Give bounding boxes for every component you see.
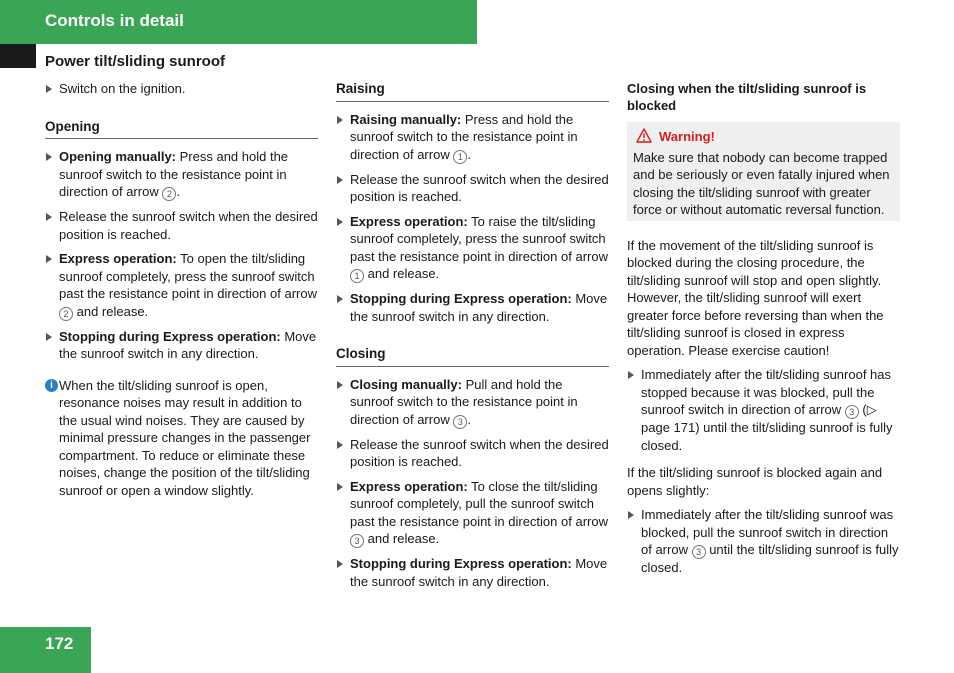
arrow-number-icon: 3 <box>453 415 467 429</box>
bullet-triangle-icon <box>337 441 343 449</box>
bullet-triangle-icon <box>46 85 52 93</box>
arrow-number-icon: 2 <box>59 307 73 321</box>
paragraph: If the movement of the tilt/sliding sunroof is blocked during the closing procedure, the tilt/sliding sunroof will stop and open slightly. However, the tilt/sliding sunroof will exert greater force before reversing than when the tilt/sliding sunroof is closed in express operation. Please exercise caution! <box>627 237 884 358</box>
page-number: 172 <box>45 634 74 653</box>
opening-heading: Opening <box>45 118 318 140</box>
header-title: Controls in detail <box>45 11 184 30</box>
bullet-triangle-icon <box>46 255 52 263</box>
list-item: Express operation: To raise the tilt/sliding sunroof completely, press the sunroof switch past the resistance point in direction of arrow 1 and release. <box>336 213 609 284</box>
arrow-number-icon: 3 <box>845 405 859 419</box>
info-icon: i <box>45 379 58 392</box>
bullet-triangle-icon <box>628 371 634 379</box>
bullet-triangle-icon <box>46 153 52 161</box>
bullet-triangle-icon <box>337 116 343 124</box>
list-item: Immediately after the tilt/sliding sunroof was blocked, pull the sunroof switch in direction of arrow 3 until the tilt/sliding sunroof is fully closed. <box>627 506 900 577</box>
paragraph: If the tilt/sliding sunroof is blocked again and opens slightly: <box>627 465 883 498</box>
list-item: Express operation: To close the tilt/sliding sunroof completely, pull the sunroof switch past the resistance point in direction of arrow 3 and release. <box>336 478 609 549</box>
list-item: Release the sunroof switch when the desired position is reached. <box>336 171 609 206</box>
bullet-triangle-icon <box>628 511 634 519</box>
list-item: Stopping during Express operation: Move the sunroof switch in any direction. <box>336 290 609 325</box>
list-item: Immediately after the tilt/sliding sunroof has stopped because it was blocked, pull the sunroof switch in direction of arrow 3 (▷ page 171) until the tilt/sliding sunroof is fully closed. <box>627 366 900 454</box>
section-marker <box>0 44 36 68</box>
column-2 <box>336 80 609 597</box>
arrow-number-icon: 3 <box>692 545 706 559</box>
info-note: i When the tilt/sliding sunroof is open, resonance noises may result in addition to the usual wind noises. They are caused by minimal pressure changes in the passenger compartment. To reduce or eliminate these noises, change the position of the tilt/sliding sunroof or open a window slightly. <box>45 377 318 500</box>
arrow-number-icon: 3 <box>350 534 364 548</box>
warning-triangle-icon <box>636 128 652 143</box>
raising-heading: Raising <box>336 80 609 102</box>
bullet-triangle-icon <box>337 381 343 389</box>
bullet-triangle-icon <box>337 483 343 491</box>
list-item: Express operation: To open the tilt/sliding sunroof completely, press the sunroof switch past the resistance point in direction of arrow 2 and release. <box>45 250 318 321</box>
list-item: Release the sunroof switch when the desired position is reached. <box>45 208 318 243</box>
warning-text: Make sure that nobody can become trapped and be seriously or even fatally injured when closing the tilt/sliding sunroof with greater force or without automatic reversal function. <box>633 149 890 217</box>
list-item: Release the sunroof switch when the desired position is reached. <box>336 436 609 471</box>
warning-box <box>627 122 900 221</box>
list-item: Stopping during Express operation: Move the sunroof switch in any direction. <box>45 328 318 363</box>
column-1 <box>45 80 318 499</box>
bullet-triangle-icon <box>337 560 343 568</box>
column-3 <box>627 80 900 584</box>
bullet-triangle-icon <box>337 295 343 303</box>
list-item: Stopping during Express operation: Move the sunroof switch in any direction. <box>336 555 609 590</box>
bullet-triangle-icon <box>337 176 343 184</box>
bullet-triangle-icon <box>46 333 52 341</box>
arrow-number-icon: 1 <box>350 269 364 283</box>
list-item: Opening manually: Press and hold the sunroof switch to the resistance point in direction of arrow 2 . <box>45 148 318 201</box>
warning-heading: Warning! <box>633 128 894 146</box>
bullet-triangle-icon <box>46 213 52 221</box>
arrow-number-icon: 1 <box>453 150 467 164</box>
blocked-heading: Closing when the tilt/sliding sunroof is blocked <box>627 81 867 113</box>
closing-heading: Closing <box>336 345 609 367</box>
list-item: Switch on the ignition. <box>45 80 318 98</box>
arrow-number-icon: 2 <box>162 187 176 201</box>
list-item: Raising manually: Press and hold the sunroof switch to the resistance point in direction of arrow 1 . <box>336 111 609 164</box>
section-title: Power tilt/sliding sunroof <box>45 53 225 70</box>
bullet-triangle-icon <box>337 218 343 226</box>
list-item: Closing manually: Pull and hold the sunroof switch to the resistance point in direction of arrow 3 . <box>336 376 609 429</box>
